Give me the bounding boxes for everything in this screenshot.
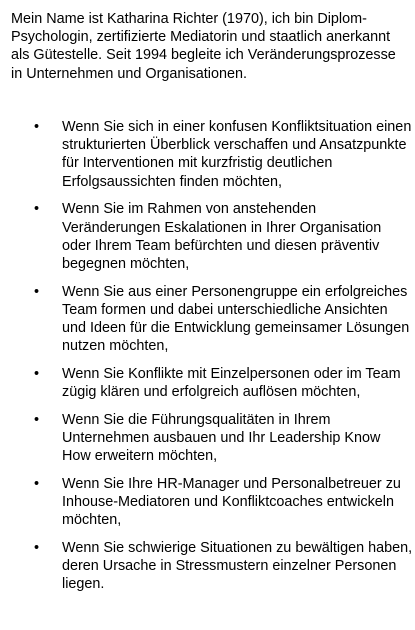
intro-paragraph: Mein Name ist Katharina Richter (1970), ich bin Diplom-Psychologin, zertifizierte Mediatorin und staatlich anerkannt als Gütestelle. Seit 1994 begleite ich Veränderungsprozesse in Unternehmen und Organisationen. xyxy=(11,11,396,82)
bullet-text: Wenn Sie die Führungsqualitäten in Ihrem Unternehmen ausbauen und Ihr Leadership Know How erweitern möchten, xyxy=(62,411,381,465)
bullet-text: Wenn Sie schwierige Situationen zu bewältigen haben, deren Ursache in Stressmustern einzelner Personen liegen. xyxy=(62,540,413,593)
bullet-icon: • xyxy=(34,411,40,428)
bullet-text: Wenn Sie Ihre HR-Manager und Personalbetreuer zu Inhouse-Mediatoren und Konfliktcoaches entwickeln möchten, xyxy=(62,475,401,529)
bullet-icon: • xyxy=(34,365,40,382)
list-item xyxy=(0,200,415,273)
bullet-list xyxy=(0,118,415,603)
list-item xyxy=(0,283,415,356)
bullet-text: Wenn Sie im Rahmen von anstehenden Veränderungen Eskalationen in Ihrer Organisation oder Ihrem Team befürchten und diesen präventiv begegnen möchten, xyxy=(62,201,382,272)
list-item xyxy=(0,539,415,594)
bullet-text: Wenn Sie aus einer Personengruppe ein erfolgreiches Team formen und dabei unterschiedliche Ansichten und Ideen für die Entwicklung gemeinsamer Lösungen nutzen möchten, xyxy=(62,283,410,355)
list-item xyxy=(0,475,415,530)
bullet-icon: • xyxy=(34,201,40,218)
list-item xyxy=(0,118,415,191)
bullet-text: Wenn Sie sich in einer konfusen Konfliktsituation einen strukturierten Überblick verschaffen und Ansatzpunkte für Interventionen mit kurzfristig deutlichen Erfolgsaussichten finden möchten, xyxy=(62,119,412,190)
list-item xyxy=(0,365,415,401)
bullet-icon: • xyxy=(34,540,40,557)
bullet-icon: • xyxy=(34,119,40,135)
bullet-icon: • xyxy=(34,475,40,492)
list-item xyxy=(0,411,415,466)
bullet-icon: • xyxy=(34,283,40,300)
bullet-text: Wenn Sie Konflikte mit Einzelpersonen oder im Team zügig klären und erfolgreich auflösen möchten, xyxy=(62,365,401,401)
